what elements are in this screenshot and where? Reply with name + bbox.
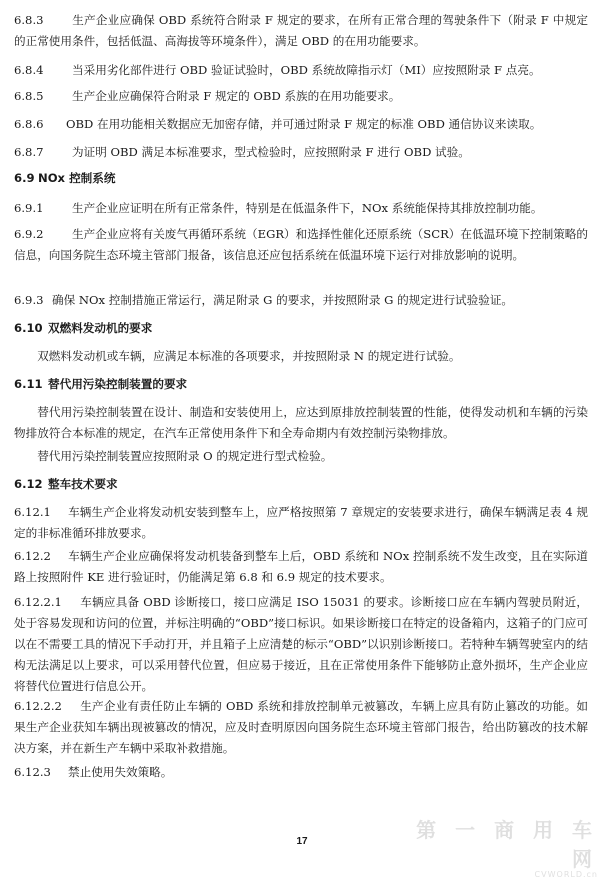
- clause-text: 确保 NOx 控制措施正常运行，满足附录 G 的要求，并按照附录 G 的规定进行试验验证。: [52, 293, 514, 307]
- clause-6-8-6: [14, 114, 588, 135]
- clause-text: 禁止使用失效策略。: [68, 765, 173, 779]
- clause-text: 生产企业有责任防止车辆的 OBD 系统和排放控制单元被篡改，车辆上应具有防止篡改的功能。如果生产企业获知车辆出现被篡改的情况，应及时查明原因向国务院生态环境主管部门报告，给出防篡改的技术解决方案，并在新生产车辆中采取补救措施。: [14, 699, 588, 755]
- clause-6-12-2-1: [14, 592, 588, 697]
- section-title: NOx 控制系统: [38, 171, 116, 185]
- clause-text: 车辆生产企业应确保将发动机装备到整车上后，OBD 系统和 NOx 控制系统不发生改变，且在实际道路上按照附件 KE 进行验证时，仍能满足第 6.8 和 6.9 规定的技术要求。: [14, 549, 588, 584]
- clause-6-12-3: [14, 762, 588, 783]
- clause-number: 6.8.5: [14, 89, 44, 103]
- clause-6-9-1: [14, 198, 588, 219]
- clause-text: 生产企业应证明在所有正常条件，特别是在低温条件下，NOx 系统能保持其排放控制功能。: [72, 201, 543, 215]
- paragraph-text: 双燃料发动机或车辆，应满足本标准的各项要求，并按照附录 N 的规定进行试验。: [37, 349, 461, 363]
- clause-text: 生产企业应确保符合附录 F 规定的 OBD 系族的在用功能要求。: [72, 89, 401, 103]
- clause-number: 6.12.2.2: [14, 699, 62, 713]
- section-number: 6.10: [14, 321, 43, 335]
- clause-number: 6.8.4: [14, 63, 44, 77]
- site-watermark: [408, 814, 598, 879]
- paragraph-type-approval: [14, 446, 588, 467]
- section-heading-6-10: [14, 318, 588, 339]
- section-number: 6.12: [14, 477, 43, 491]
- section-title: 替代用污染控制装置的要求: [48, 377, 188, 391]
- clause-6-8-4: [14, 60, 588, 81]
- clause-number: 6.8.3: [14, 13, 44, 27]
- clause-6-8-5: [14, 86, 588, 107]
- clause-number: 6.9.2: [14, 227, 44, 241]
- clause-text: OBD 在用功能相关数据应无加密存储，并可通过附录 F 规定的标准 OBD 通信协议来读取。: [66, 117, 542, 131]
- clause-number: 6.12.1: [14, 505, 51, 519]
- section-heading-6-12: [14, 474, 588, 495]
- section-title: 整车技术要求: [48, 477, 118, 491]
- clause-number: 6.12.3: [14, 765, 51, 779]
- clause-number: 6.9.1: [14, 201, 44, 215]
- clause-text: 为证明 OBD 满足本标准要求，型式检验时，应按照附录 F 进行 OBD 试验。: [72, 145, 470, 159]
- clause-6-12-2: [14, 546, 588, 588]
- paragraph-text: 替代用污染控制装置应按照附录 O 的规定进行型式检验。: [37, 449, 333, 463]
- watermark-en: CVWORLD.cn: [534, 870, 598, 879]
- clause-number: 6.12.2: [14, 549, 51, 563]
- clause-text: 生产企业应确保 OBD 系统符合附录 F 规定的要求，在所有正常合理的驾驶条件下（附录 F 中规定的正常使用条件，包括低温、高海拔等环境条件），满足 OBD 的在用功能要求。: [14, 13, 588, 48]
- clause-6-12-2-2: [14, 696, 588, 759]
- clause-6-8-7: [14, 142, 588, 163]
- clause-number: 6.12.2.1: [14, 595, 62, 609]
- clause-text: 车辆生产企业将发动机安装到整车上，应严格按照第 7 章规定的安装要求进行，确保车辆满足表 4 规定的非标准循环排放要求。: [14, 505, 588, 540]
- clause-6-12-1: [14, 502, 588, 544]
- paragraph-text: 替代用污染控制装置在设计、制造和安装使用上，应达到原排放控制装置的性能，使得发动机和车辆的污染物排放符合本标准的规定，在汽车正常使用条件下和全寿命期内有效控制污染物排放。: [14, 405, 588, 440]
- watermark-cn: 第 一 商 用 车 网: [416, 818, 598, 871]
- clause-6-9-3: [14, 290, 588, 311]
- section-number: 6.11: [14, 377, 43, 391]
- paragraph-dual-fuel: [14, 346, 588, 367]
- clause-text: 车辆应具备 OBD 诊断接口，接口应满足 ISO 15031 的要求。诊断接口应在车辆内驾驶员附近，处于容易发现和访问的位置，并标注明确的“OBD”接口标识。如果诊断接口在特定的设备箱内，这箱子的门应可以在不需要工具的情况下手动打开，并且箱子上应清楚的标示“OBD”以识别诊断接口。若特种车辆驾驶室内的结构无法满足以上要求，可以采用替代位置，但应易于接近，且在正常使用条件下能够防止意外损坏，生产企业应将替代位置进行信息公开。: [14, 595, 588, 693]
- clause-number: 6.8.6: [14, 117, 44, 131]
- clause-6-8-3: [14, 10, 588, 52]
- section-heading-6-9: [14, 168, 588, 189]
- clause-6-9-2: [14, 224, 588, 266]
- clause-number: 6.8.7: [14, 145, 44, 159]
- clause-text: 生产企业应将有关废气再循环系统（EGR）和选择性催化还原系统（SCR）在低温环境下控制策略的信息，向国务院生态环境主管部门报备，该信息还应包括系统在低温环境下运行对排放影响的说明。: [14, 227, 588, 262]
- section-heading-6-11: [14, 374, 588, 395]
- clause-number: 6.9.3: [14, 293, 44, 307]
- page-number: 17: [296, 836, 308, 847]
- clause-text: 当采用劣化部件进行 OBD 验证试验时，OBD 系统故障指示灯（MI）应按照附录 F 点亮。: [72, 63, 541, 77]
- section-number: 6.9: [14, 171, 35, 185]
- section-title: 双燃料发动机的要求: [48, 321, 153, 335]
- paragraph-replacement-device: [14, 402, 588, 444]
